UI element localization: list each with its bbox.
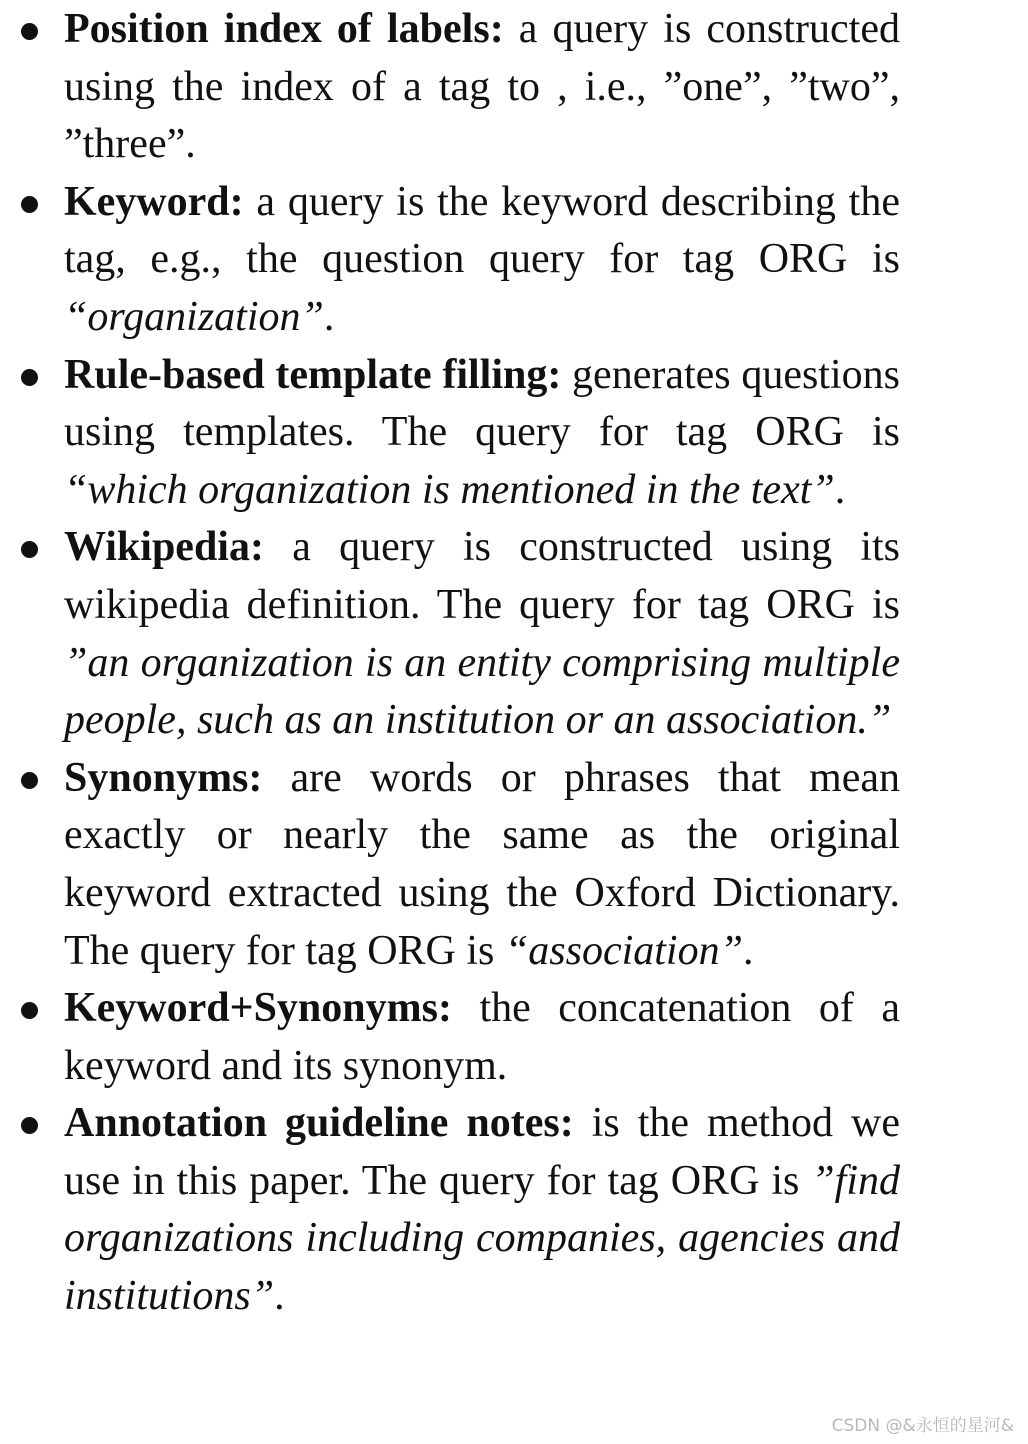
csdn-watermark: CSDN @&永恒的星河& (831, 1416, 1014, 1436)
item-after: . (834, 466, 846, 513)
bullet-icon (21, 369, 38, 386)
item-after: . (323, 293, 335, 340)
list-item-wikipedia (0, 519, 900, 749)
item-example: “which organization is mentioned in the text” (64, 466, 835, 513)
bullet-icon (21, 1117, 38, 1134)
list-item-annotation-guideline (0, 1095, 900, 1325)
item-term: Wikipedia: (64, 524, 264, 571)
item-term: Annotation guideline notes: (64, 1100, 574, 1147)
bullet-icon (21, 23, 38, 40)
bullet-icon (21, 1002, 38, 1019)
item-term: Synonyms: (64, 754, 263, 801)
item-after: . (742, 927, 754, 974)
item-text: the concatenation of a keyword and its synonym. (64, 985, 900, 1089)
item-after: . (274, 1273, 285, 1320)
item-term: Position index of labels: (64, 6, 504, 52)
item-example: ”find organizations including companies, agencies and institutions” (64, 1157, 900, 1320)
item-term: Rule-based template filling: (64, 351, 562, 398)
item-term: Keyword+Synonyms: (64, 985, 452, 1032)
item-text: are words or phrases that mean exactly or nearly the same as the original keyword extracted using the Oxford Dictionary. The query for tag ORG is (64, 754, 900, 974)
item-example: “association” (504, 927, 743, 974)
item-text: a query is the keyword describing the tag, e.g., the question query for tag ORG is (64, 178, 900, 283)
item-text: a query is constructed using its wikipedia definition. The query for tag ORG is (64, 524, 900, 628)
item-example: “organization” (64, 293, 324, 340)
item-text: generates questions using templates. The query for tag ORG is (64, 351, 900, 456)
list-item-position-index (0, 1, 900, 174)
bullet-icon (21, 541, 38, 558)
item-term: Keyword: (64, 178, 244, 225)
list-item-rule-based (0, 347, 900, 520)
list-item-keyword (0, 174, 900, 347)
query-methods-list (0, 1, 900, 1326)
item-example: ”an organization is an entity comprising multiple people, such as an institution or an association.” (64, 639, 900, 744)
list-item-keyword-synonyms (0, 980, 900, 1095)
bullet-icon (21, 196, 38, 213)
list-item-synonyms (0, 750, 900, 980)
bullet-icon (21, 772, 38, 789)
item-text: a query is constructed using the index of a tag to , i.e., ”one”, ”two”, ”three”. (64, 6, 900, 168)
item-text: is the method we use in this paper. The query for tag ORG is (64, 1100, 901, 1204)
